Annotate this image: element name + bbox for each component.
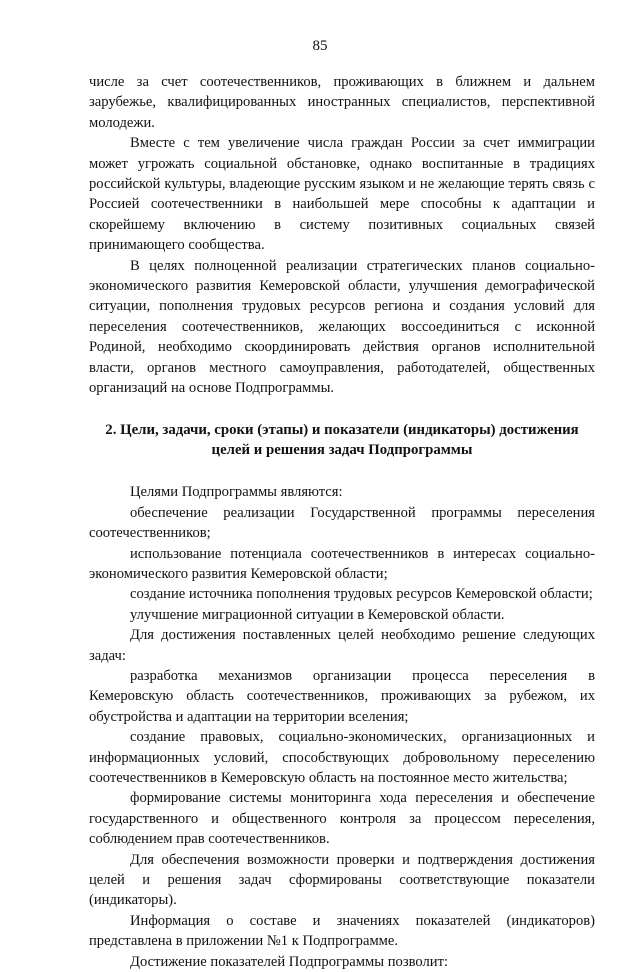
paragraph-tasks-intro: Для достижения поставленных целей необходимо решение следующих задач: (89, 627, 595, 664)
paragraph-indicators: Для обеспечения возможности проверки и подтверждения достижения целей и решения задач сформированы соответствующие показатели (индикаторы). (89, 851, 595, 909)
paragraph-appendix-reference: Информация о составе и значениях показателей (индикаторов) представлена в приложении №1 к Подпрограмме. (89, 912, 595, 950)
list-item-goal: улучшение миграционной ситуации в Кемеровской области. (130, 606, 505, 623)
list-item-task: создание правовых, социально-экономических, организационных и информационных условий, способствующих добровольному переселению соотечественников в Кемеровскую область на постоянное место жительства; (89, 729, 595, 786)
list-item-goal: создание источника пополнения трудовых ресурсов Кемеровской области; (130, 586, 593, 603)
page-number: 85 (312, 38, 328, 54)
paragraph-outcomes-intro: Достижение показателей Подпрограммы позволит: (130, 953, 449, 970)
section-heading: 2. Цели, задачи, сроки (этапы) и показатели (индикаторы) достижения целей и решения задач Подпрограммы (105, 421, 579, 458)
paragraph-goals-intro: Целями Подпрограммы являются: (130, 484, 343, 501)
paragraph-continuation: числе за счет соотечественников, проживающих в ближнем и дальнем зарубежье, квалифицированных иностранных специалистов, перспективной молодежи. (89, 74, 595, 131)
list-item-task: формирование системы мониторинга хода переселения и обеспечение государственного и общественного контроля за процессом переселения, соблюдением прав соотечественников. (89, 790, 595, 848)
paragraph-strategic-goals: В целях полноценной реализации стратегических планов социально-экономического развития Кемеровской области, улучшения демографической ситуации, пополнения трудовых ресурсов региона и создания условий для переселения соотечественников, желающих воссоединиться с исконной Родиной, необходимо скоординировать действия органов исполнительной власти, органов местного самоуправления, работодателей, общественных организаций на основе Подпрограммы. (89, 257, 595, 397)
document-body (89, 72, 595, 972)
paragraph-immigration-risk: Вместе с тем увеличение числа граждан России за счет иммиграции может угрожать социальной обстановке, однако воспитанные в традициях российской культуры, владеющие русским языком и не желающие терять связь с Россией соотечественники в наибольшей мере способны к адаптации и скорейшему включению в систему позитивных социальных связей принимающего сообщества. (89, 135, 595, 254)
list-item-task: разработка механизмов организации процесса переселения в Кемеровскую область соотечественников, проживающих за рубежом, их обустройства и адаптации на территории вселения; (89, 667, 595, 725)
list-item-goal: обеспечение реализации Государственной программы переселения соотечественников; (89, 504, 595, 542)
list-item-goal: использование потенциала соотечественников в интересах социально-экономического развития Кемеровской области; (89, 545, 595, 582)
